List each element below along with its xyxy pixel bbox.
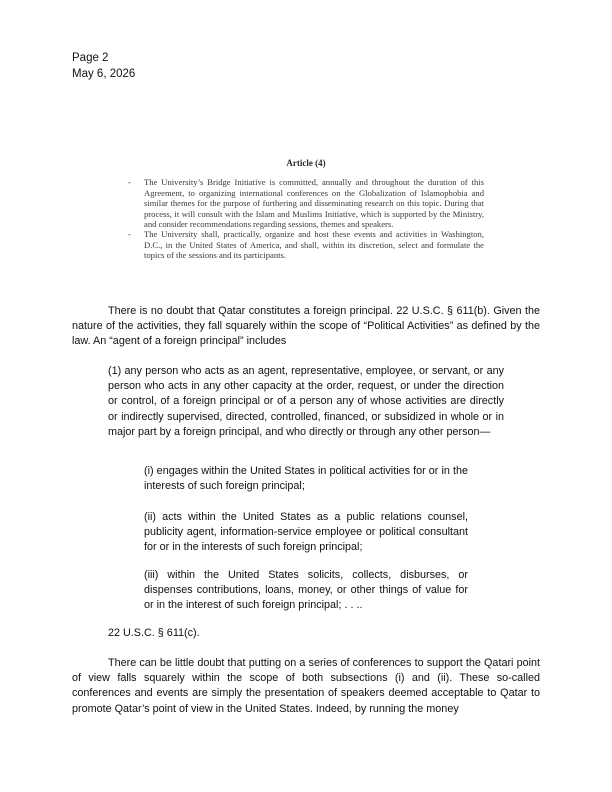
paragraph-foreign-principal: There is no doubt that Qatar constitutes a foreign principal. 22 U.S.C. § 611(b). Given the nature of the activities, they fall squarely within the scope of “Political Activities” as defined by the law. An “agent of a foreign principal” includes (72, 305, 540, 348)
agreement-excerpt-image (128, 158, 484, 261)
page-number: Page 2 (72, 52, 109, 64)
statute-clause-iii: (iii) within the United States solicits, collects, disburses, or dispenses contributions, loans, money, or other things of value for or in the interest of such foreign principal; . . .. (144, 569, 468, 612)
bullet-text: The University’s Bridge Initiative is committed, annually and throughout the duration of this Agreement, to organizing international conferences on the Globalization of Islamophobia and similar themes for the purpose of furthering and disseminating research on this topic. During that process, it will consult with the Islam and Muslims Initiative, which is supported by the Ministry, and consider recommendations regarding sessions, themes and speakers. (144, 177, 484, 230)
paragraph-conferences: There can be little doubt that putting on a series of conferences to support the Qatari point of view falls squarely within the scope of both subsections (i) and (ii). These so-called conferences and events are simply the presentation of speakers deemed acceptable to Qatar to promote Qatar’s point of view in the United States. Indeed, by running the money (72, 657, 540, 715)
bullet-dash: - (128, 229, 131, 240)
article-title: Article (4) (286, 158, 326, 168)
bullet-dash: - (128, 177, 131, 188)
excerpt-bullet (128, 177, 484, 229)
document-date: May 6, 2026 (72, 68, 136, 80)
excerpt-bullet (128, 229, 484, 260)
statute-quote: (1) any person who acts as an agent, representative, employee, or servant, or any person who acts in any other capacity at the order, request, or under the direction or control, of a foreign principal or of a person any of whose activities are directly or indirectly supervised, directed, controlled, financed, or subsidized in whole or in major part by a foreign principal, and who directly or through any other person— (108, 365, 504, 438)
page-header (72, 50, 135, 82)
statute-clause-i: (i) engages within the United States in political activities for or in the interests of such foreign principal; (144, 465, 468, 493)
bullet-text: The University shall, practically, organize and host these events and activities in Washington, D.C., in the United States of America, and shall, within its discretion, select and formulate the topics of the sessions and its participants. (144, 229, 484, 261)
statute-clause-ii: (ii) acts within the United States as a public relations counsel, publicity agent, information-service employee or political consultant for or in the interests of such foreign principal; (144, 511, 468, 554)
statute-citation: 22 U.S.C. § 611(c). (108, 627, 200, 639)
